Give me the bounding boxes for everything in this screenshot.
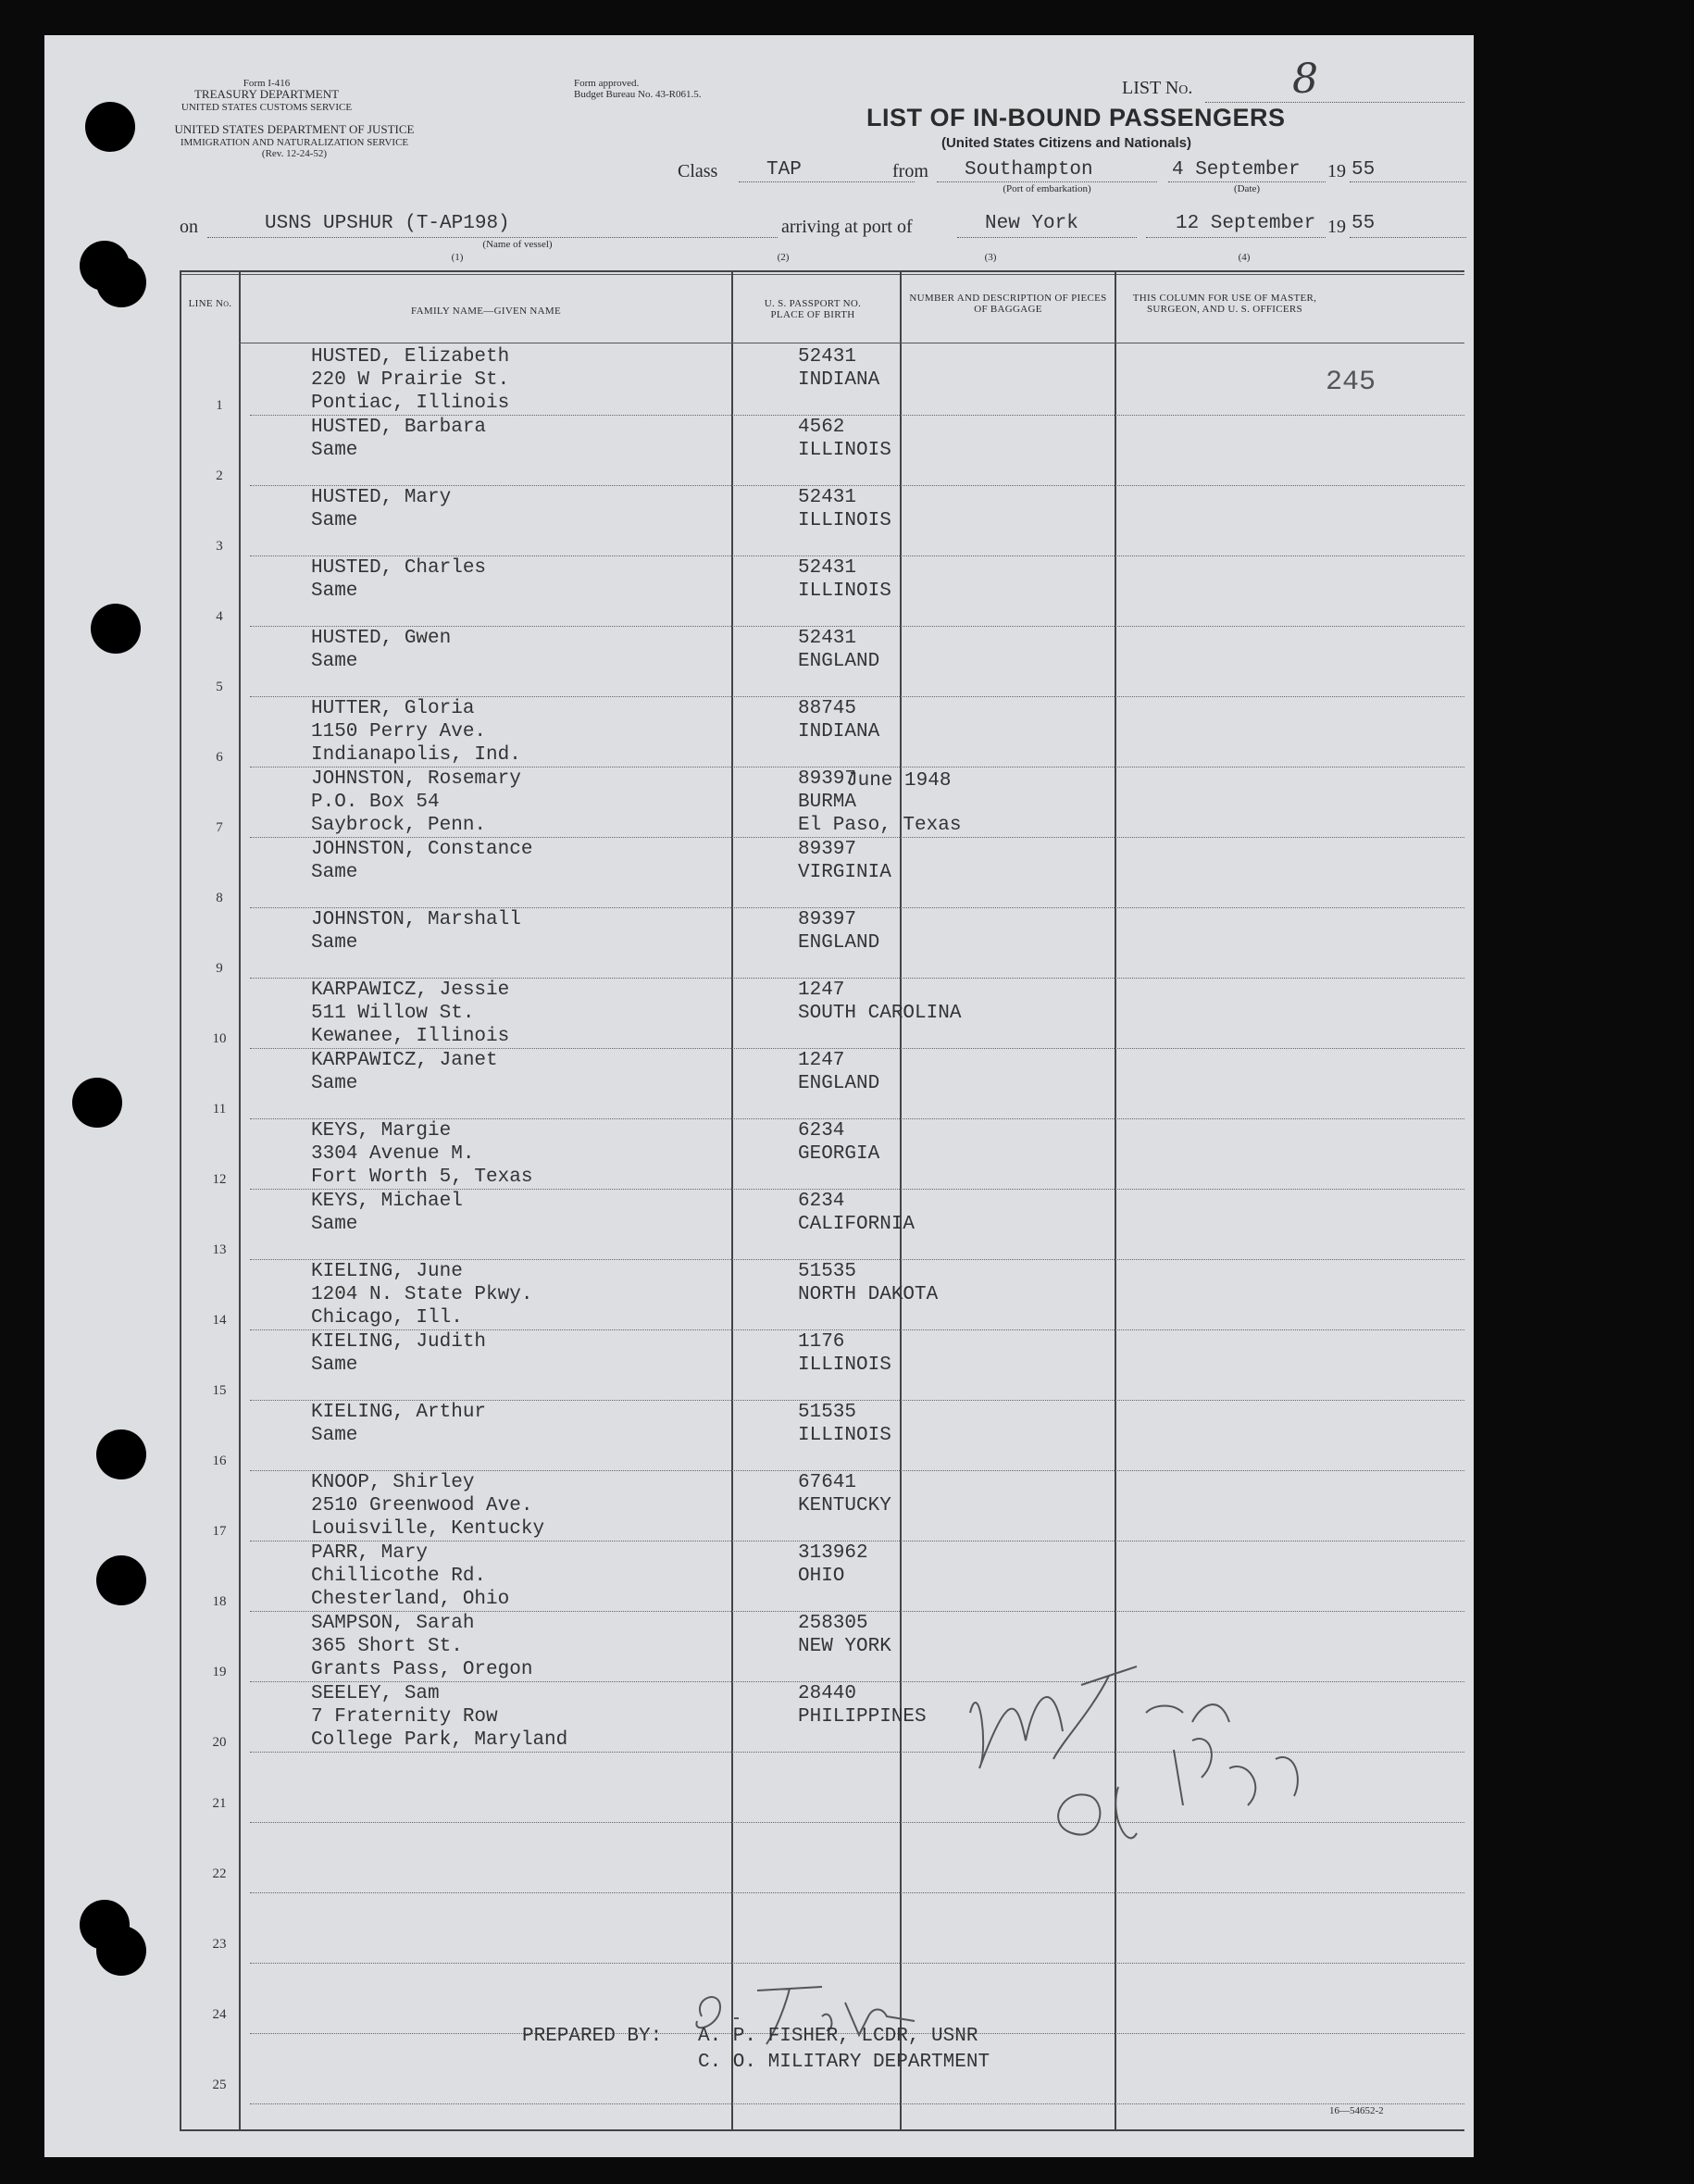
- passenger-address-1: Same: [311, 510, 358, 531]
- row-number: 21: [212, 1796, 227, 1811]
- place-of-birth: ILLINOIS: [798, 1425, 891, 1446]
- row-number: 10: [212, 1031, 227, 1046]
- table-row: [44, 980, 1474, 1050]
- row-rule: [250, 837, 1464, 838]
- row-rule: [250, 2103, 1464, 2104]
- passenger-name: JOHNSTON, Marshall: [311, 909, 521, 930]
- binder-hole: [85, 102, 135, 152]
- treasury-dept: TREASURY DEPARTMENT: [193, 87, 340, 101]
- caption-1: (1): [451, 252, 464, 263]
- passenger-address-1: P.O. Box 54: [311, 792, 440, 813]
- row-number: 5: [216, 680, 223, 694]
- passport-number: 258305: [798, 1613, 868, 1634]
- binder-hole: [72, 1078, 122, 1128]
- table-row: [44, 839, 1474, 909]
- table-row: [44, 417, 1474, 487]
- prepared-by-label: PREPARED BY:: [522, 2026, 663, 2047]
- passenger-name: KIELING, Judith: [311, 1331, 487, 1353]
- caption-4: (4): [1238, 252, 1251, 263]
- passport-number: 1176: [798, 1331, 845, 1353]
- row-number: 11: [212, 1102, 227, 1117]
- table-row: [44, 1402, 1474, 1472]
- passport-number: 6234: [798, 1191, 845, 1212]
- passenger-name: KIELING, Arthur: [311, 1402, 487, 1423]
- passenger-address-1: 511 Willow St.: [311, 1003, 475, 1024]
- customs-service: UNITED STATES CUSTOMS SERVICE: [181, 102, 353, 113]
- passport-number: 52431: [798, 487, 857, 508]
- passenger-address-2: Saybrock, Penn.: [311, 815, 487, 836]
- passenger-name: HUSTED, Elizabeth: [311, 346, 510, 368]
- arrival-year-value: 55: [1351, 213, 1376, 234]
- passport-number: 6234: [798, 1120, 845, 1142]
- table-row: [44, 1331, 1474, 1402]
- ins-service: IMMIGRATION AND NATURALIZATION SERVICE: [180, 137, 409, 148]
- row-rule: [250, 1329, 1464, 1330]
- table-top-rule-2: [180, 274, 1464, 275]
- year-prefix-2: 19: [1327, 217, 1346, 237]
- passport-number: 51535: [798, 1261, 857, 1282]
- passenger-address-1: Same: [311, 932, 358, 954]
- row-rule: [250, 626, 1464, 627]
- table-row: [44, 1894, 1474, 1965]
- prepared-by-dept: C. O. MILITARY DEPARTMENT: [698, 2052, 990, 2073]
- passenger-name: HUTTER, Gloria: [311, 698, 475, 719]
- handwritten-initials-icon: [952, 1657, 1340, 1870]
- caption-3: (3): [984, 252, 997, 263]
- table-bottom-rule: [180, 2129, 1464, 2131]
- row-rule: [250, 485, 1464, 486]
- place-of-birth: NORTH DAKOTA: [798, 1284, 939, 1305]
- passenger-address-1: 3304 Avenue M.: [311, 1143, 475, 1165]
- place-of-birth: BURMA: [798, 792, 857, 813]
- row7-date: June 1948: [846, 770, 952, 792]
- passenger-name: KNOOP, Shirley: [311, 1472, 475, 1493]
- on-label: on: [180, 217, 198, 237]
- col-name: FAMILY NAME—GIVEN NAME: [411, 306, 561, 317]
- row-rule: [250, 1048, 1464, 1049]
- passport-number: 67641: [798, 1472, 857, 1493]
- row-number: 16: [212, 1454, 227, 1468]
- passport-number: 28440: [798, 1683, 857, 1704]
- passenger-address-2: Chesterland, Ohio: [311, 1589, 510, 1610]
- row-number: 22: [212, 1866, 227, 1881]
- passport-number: 51535: [798, 1402, 857, 1423]
- arrival-year-line: [1350, 237, 1466, 238]
- col-line-no: LINE No.: [188, 298, 232, 309]
- row-rule: [250, 1470, 1464, 1471]
- table-row: [44, 346, 1474, 417]
- passenger-address-1: Same: [311, 1214, 358, 1235]
- row-number: 8: [216, 891, 223, 905]
- table-top-rule: [180, 270, 1464, 272]
- row-number: 13: [212, 1242, 227, 1257]
- place-of-birth: ILLINOIS: [798, 580, 891, 602]
- table-row: [44, 1120, 1474, 1191]
- passport-number: 1247: [798, 1050, 845, 1071]
- passenger-address-1: 220 W Prairie St.: [311, 369, 510, 391]
- passenger-name: SEELEY, Sam: [311, 1683, 440, 1704]
- row-number: 14: [212, 1313, 227, 1328]
- row-rule: [250, 1963, 1464, 1964]
- class-value: TAP: [766, 159, 802, 181]
- row-rule: [250, 696, 1464, 697]
- passport-number: 52431: [798, 557, 857, 579]
- row-number: 19: [212, 1665, 227, 1679]
- passenger-address-2: Indianapolis, Ind.: [311, 744, 521, 766]
- row-number: 4: [216, 609, 223, 624]
- depart-year-line: [1350, 181, 1466, 182]
- col-officers: THIS COLUMN FOR USE OF MASTER, SURGEON, AND U. S. OFFICERS: [1132, 293, 1317, 315]
- list-no-value: 8: [1292, 56, 1318, 103]
- row-rule: [250, 907, 1464, 908]
- passenger-address-1: 7 Fraternity Row: [311, 1706, 498, 1728]
- place-of-birth: SOUTH CAROLINA: [798, 1003, 962, 1024]
- binder-hole: [91, 604, 141, 654]
- table-row: [44, 557, 1474, 628]
- passenger-name: KIELING, June: [311, 1261, 463, 1282]
- col-baggage: NUMBER AND DESCRIPTION OF PIECES OF BAGGAGE: [909, 293, 1107, 315]
- vessel-caption: (Name of vessel): [482, 239, 553, 250]
- port-embark-value: Southampton: [965, 159, 1093, 181]
- passenger-list-form: [44, 35, 1474, 2157]
- arrival-date-line: [1146, 237, 1326, 238]
- passenger-name: KEYS, Margie: [311, 1120, 452, 1142]
- place-of-birth: PHILIPPINES: [798, 1706, 927, 1728]
- passport-number: 89397: [798, 768, 857, 790]
- arrival-date-value: 12 September: [1176, 213, 1316, 234]
- place-of-birth: ILLINOIS: [798, 1354, 891, 1376]
- port-embark-caption: (Port of embarkation): [1003, 183, 1091, 194]
- row-rule: [250, 555, 1464, 556]
- binder-hole: [96, 1926, 146, 1976]
- table-row: [44, 1472, 1474, 1542]
- class-line: [739, 181, 915, 182]
- passenger-name: SAMPSON, Sarah: [311, 1613, 475, 1634]
- page-title: LIST OF IN-BOUND PASSENGERS: [866, 104, 1286, 131]
- passenger-address-2: Pontiac, Illinois: [311, 393, 510, 414]
- arriving-label: arriving at port of: [781, 217, 913, 237]
- from-label: from: [892, 161, 928, 181]
- row-number: 17: [212, 1524, 227, 1539]
- vessel-value: USNS UPSHUR (T-AP198): [265, 213, 510, 234]
- passport-number: 88745: [798, 698, 857, 719]
- row-number: 25: [212, 2078, 227, 2092]
- row-number: 23: [212, 1937, 227, 1952]
- table-row: [44, 1050, 1474, 1120]
- row-number: 2: [216, 468, 223, 483]
- table-row: [44, 1542, 1474, 1613]
- table-row: [44, 628, 1474, 698]
- list-no-label: LIST No.: [1122, 78, 1193, 98]
- row-rule: [250, 978, 1464, 979]
- passport-number: 1247: [798, 980, 845, 1001]
- date-caption: (Date): [1233, 183, 1261, 194]
- form-number: Form I-416: [243, 78, 291, 89]
- class-label: Class: [678, 161, 718, 181]
- passport-number: 52431: [798, 346, 857, 368]
- passport-number: 89397: [798, 839, 857, 860]
- passenger-address-2: Fort Worth 5, Texas: [311, 1167, 533, 1188]
- place-of-birth: VIRGINIA: [798, 862, 891, 883]
- passport-number: 89397: [798, 909, 857, 930]
- passenger-address-1: Same: [311, 651, 358, 672]
- year-prefix: 19: [1327, 161, 1346, 181]
- place-of-birth: ENGLAND: [798, 932, 880, 954]
- passport-number: 313962: [798, 1542, 868, 1564]
- row-rule: [250, 1400, 1464, 1401]
- row-rule: [250, 1259, 1464, 1260]
- passenger-address-2: Grants Pass, Oregon: [311, 1659, 533, 1680]
- prepared-by-name: A. P. FISHER, LCDR, USNR: [698, 2026, 978, 2047]
- row-rule: [250, 767, 1464, 768]
- row-number: 12: [212, 1172, 227, 1187]
- depart-year-value: 55: [1351, 159, 1376, 181]
- row-number: 6: [216, 750, 223, 765]
- table-row: [44, 1261, 1474, 1331]
- passenger-address-2: Kewanee, Illinois: [311, 1026, 510, 1047]
- page-subtitle: (United States Citizens and Nationals): [940, 135, 1192, 151]
- binder-hole: [96, 1555, 146, 1605]
- place-of-birth: NEW YORK: [798, 1636, 891, 1657]
- passenger-address-1: 2510 Greenwood Ave.: [311, 1495, 533, 1516]
- passenger-name: KARPAWICZ, Jessie: [311, 980, 510, 1001]
- row-number: 18: [212, 1594, 227, 1609]
- arrival-port-value: New York: [985, 213, 1078, 234]
- passenger-address-2: Louisville, Kentucky: [311, 1518, 545, 1540]
- place-of-birth: GEORGIA: [798, 1143, 880, 1165]
- table-row: [44, 698, 1474, 768]
- passenger-address-1: Same: [311, 1425, 358, 1446]
- row-number: 15: [212, 1383, 227, 1398]
- table-row: [44, 1191, 1474, 1261]
- passenger-address-1: 1204 N. State Pkwy.: [311, 1284, 533, 1305]
- passenger-name: PARR, Mary: [311, 1542, 429, 1564]
- place-of-birth: INDIANA: [798, 721, 880, 743]
- passenger-address-1: Chillicothe Rd.: [311, 1566, 487, 1587]
- budget-bureau: Budget Bureau No. 43-R061.5.: [574, 89, 702, 100]
- row-rule: [250, 1611, 1464, 1612]
- passport-number: 4562: [798, 417, 845, 438]
- list-no-line: [1205, 102, 1464, 103]
- passenger-name: HUSTED, Gwen: [311, 628, 452, 649]
- row-rule: [250, 1892, 1464, 1893]
- binder-hole: [96, 257, 146, 307]
- passenger-name: JOHNSTON, Rosemary: [311, 768, 521, 790]
- table-row: [44, 909, 1474, 980]
- passenger-address-2: College Park, Maryland: [311, 1729, 568, 1751]
- col-passport: U. S. PASSPORT NO. PLACE OF BIRTH: [764, 298, 862, 320]
- row-number: 3: [216, 539, 223, 554]
- officer-number: 245: [1326, 367, 1376, 398]
- row-number: 20: [212, 1735, 227, 1750]
- passenger-address-1: Same: [311, 440, 358, 461]
- row-rule: [250, 1189, 1464, 1190]
- table-row: [44, 487, 1474, 557]
- place-of-birth: CALIFORNIA: [798, 1214, 916, 1235]
- passenger-address-1: Same: [311, 1354, 358, 1376]
- vessel-line: [207, 237, 778, 238]
- passenger-address-1: Same: [311, 580, 358, 602]
- place-of-birth: KENTUCKY: [798, 1495, 891, 1516]
- passenger-address-1: 1150 Perry Ave.: [311, 721, 487, 743]
- row-rule: [250, 1118, 1464, 1119]
- passenger-name: JOHNSTON, Constance: [311, 839, 533, 860]
- row-number: 9: [216, 961, 223, 976]
- table-row: [44, 768, 1474, 839]
- birth-extra: El Paso, Texas: [798, 815, 962, 836]
- passenger-name: HUSTED, Charles: [311, 557, 487, 579]
- depart-date-line: [1168, 181, 1326, 182]
- passenger-name: HUSTED, Mary: [311, 487, 452, 508]
- passenger-name: HUSTED, Barbara: [311, 417, 487, 438]
- place-of-birth: INDIANA: [798, 369, 880, 391]
- row-number: 1: [216, 398, 223, 413]
- printer-code: 16—54652-2: [1329, 2105, 1384, 2116]
- place-of-birth: ENGLAND: [798, 1073, 880, 1094]
- row-rule: [250, 415, 1464, 416]
- binder-hole: [96, 1429, 146, 1479]
- passenger-address-1: Same: [311, 862, 358, 883]
- depart-date-value: 4 September: [1172, 159, 1301, 181]
- passenger-address-1: Same: [311, 1073, 358, 1094]
- row-number: 7: [216, 820, 223, 835]
- row-number: 24: [212, 2007, 227, 2022]
- caption-2: (2): [777, 252, 790, 263]
- passenger-name: KARPAWICZ, Janet: [311, 1050, 498, 1071]
- form-approved: Form approved.: [574, 78, 640, 89]
- port-embark-line: [937, 181, 1157, 182]
- justice-dept: UNITED STATES DEPARTMENT OF JUSTICE: [174, 122, 415, 136]
- passenger-address-2: Chicago, Ill.: [311, 1307, 463, 1329]
- place-of-birth: OHIO: [798, 1566, 845, 1587]
- passenger-address-1: 365 Short St.: [311, 1636, 463, 1657]
- arrival-port-line: [957, 237, 1137, 238]
- place-of-birth: ENGLAND: [798, 651, 880, 672]
- place-of-birth: ILLINOIS: [798, 510, 891, 531]
- passenger-name: KEYS, Michael: [311, 1191, 463, 1212]
- passport-number: 52431: [798, 628, 857, 649]
- place-of-birth: ILLINOIS: [798, 440, 891, 461]
- revision-date: (Rev. 12-24-52): [261, 148, 328, 159]
